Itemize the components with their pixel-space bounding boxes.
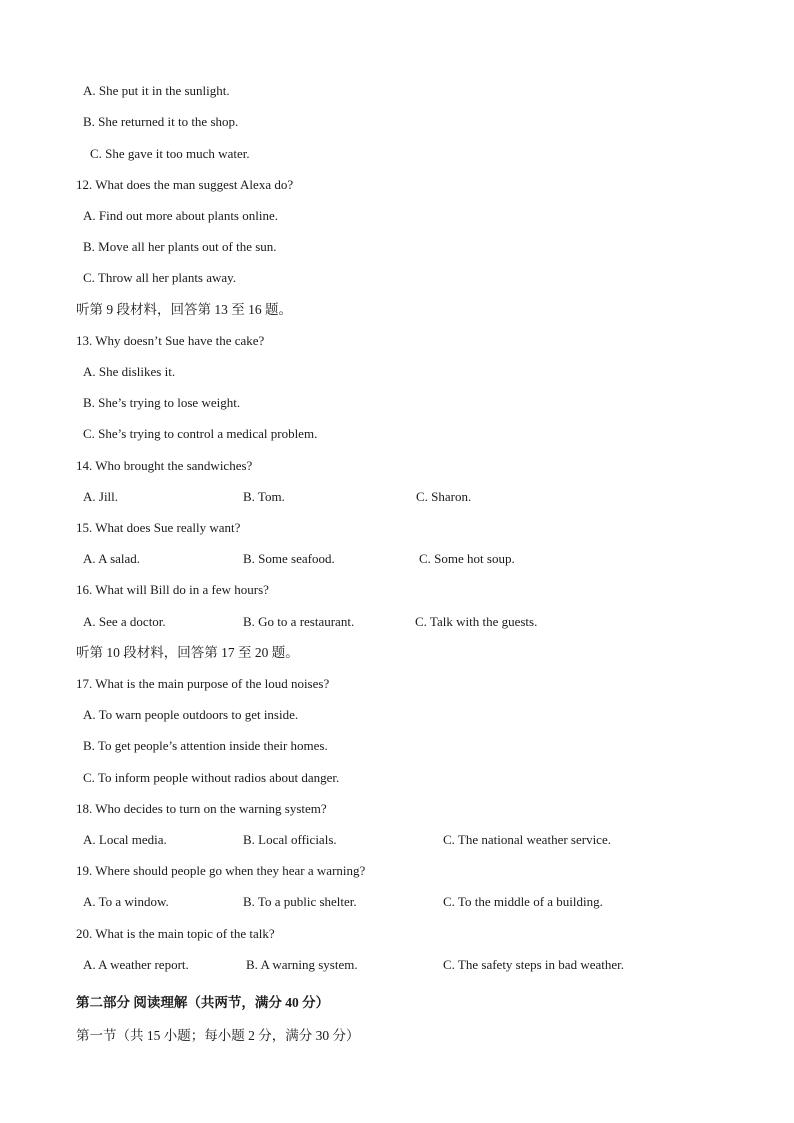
q14-option-a: A. Jill.	[83, 489, 119, 504]
q15-question: 15. What does Sue really want?	[76, 520, 241, 535]
q11-option-b: B. She returned it to the shop.	[83, 114, 239, 129]
part-2-section-1-heading: 第一节（共 15 小题；每小题 2 分，满分 30 分）	[76, 1028, 360, 1043]
q12-option-c: C. Throw all her plants away.	[83, 270, 237, 285]
q12-option-a: A. Find out more about plants online.	[83, 208, 278, 223]
q11-option-a: A. She put it in the sunlight.	[83, 83, 230, 98]
q18-option-c: C. The national weather service.	[443, 832, 611, 847]
q11-option-c: C. She gave it too much water.	[90, 146, 250, 161]
q19-option-c: C. To the middle of a building.	[443, 894, 603, 909]
q12-option-b: B. Move all her plants out of the sun.	[83, 239, 277, 254]
q17-option-a: A. To warn people outdoors to get inside.	[83, 707, 299, 722]
q13-option-a: A. She dislikes it.	[83, 364, 176, 379]
q20-question: 20. What is the main topic of the talk?	[76, 926, 275, 941]
section-9-instruction: 听第 9 段材料，回答第 13 至 16 题。	[76, 302, 292, 317]
q16-option-b: B. Go to a restaurant.	[243, 614, 355, 629]
q16-question: 16. What will Bill do in a few hours?	[76, 582, 269, 597]
q20-option-a: A. A weather report.	[83, 957, 189, 972]
q14-option-c: C. Sharon.	[416, 489, 472, 504]
q18-option-b: B. Local officials.	[243, 832, 337, 847]
q13-option-c: C. She’s trying to control a medical problem.	[83, 426, 318, 441]
q20-option-b: B. A warning system.	[246, 957, 358, 972]
part-2-heading: 第二部分 阅读理解（共两节，满分 40 分）	[76, 995, 330, 1010]
q20-option-c: C. The safety steps in bad weather.	[443, 957, 624, 972]
q17-option-c: C. To inform people without radios about danger.	[83, 770, 340, 785]
q17-question: 17. What is the main purpose of the loud noises?	[76, 676, 330, 691]
q15-option-b: B. Some seafood.	[243, 551, 335, 566]
q14-option-b: B. Tom.	[243, 489, 285, 504]
q13-option-b: B. She’s trying to lose weight.	[83, 395, 241, 410]
q13-question: 13. Why doesn’t Sue have the cake?	[76, 333, 265, 348]
q14-question: 14. Who brought the sandwiches?	[76, 458, 253, 473]
q18-option-a: A. Local media.	[83, 832, 167, 847]
section-10-instruction: 听第 10 段材料，回答第 17 至 20 题。	[76, 645, 299, 660]
q19-option-b: B. To a public shelter.	[243, 894, 357, 909]
q19-option-a: A. To a window.	[83, 894, 169, 909]
q16-option-c: C. Talk with the guests.	[415, 614, 538, 629]
q18-question: 18. Who decides to turn on the warning system?	[76, 801, 327, 816]
q12-question: 12. What does the man suggest Alexa do?	[76, 177, 294, 192]
q19-question: 19. Where should people go when they hear a warning?	[76, 863, 366, 878]
q15-option-a: A. A salad.	[83, 551, 141, 566]
q16-option-a: A. See a doctor.	[83, 614, 166, 629]
q15-option-c: C. Some hot soup.	[419, 551, 515, 566]
q17-option-b: B. To get people’s attention inside their homes.	[83, 738, 328, 753]
